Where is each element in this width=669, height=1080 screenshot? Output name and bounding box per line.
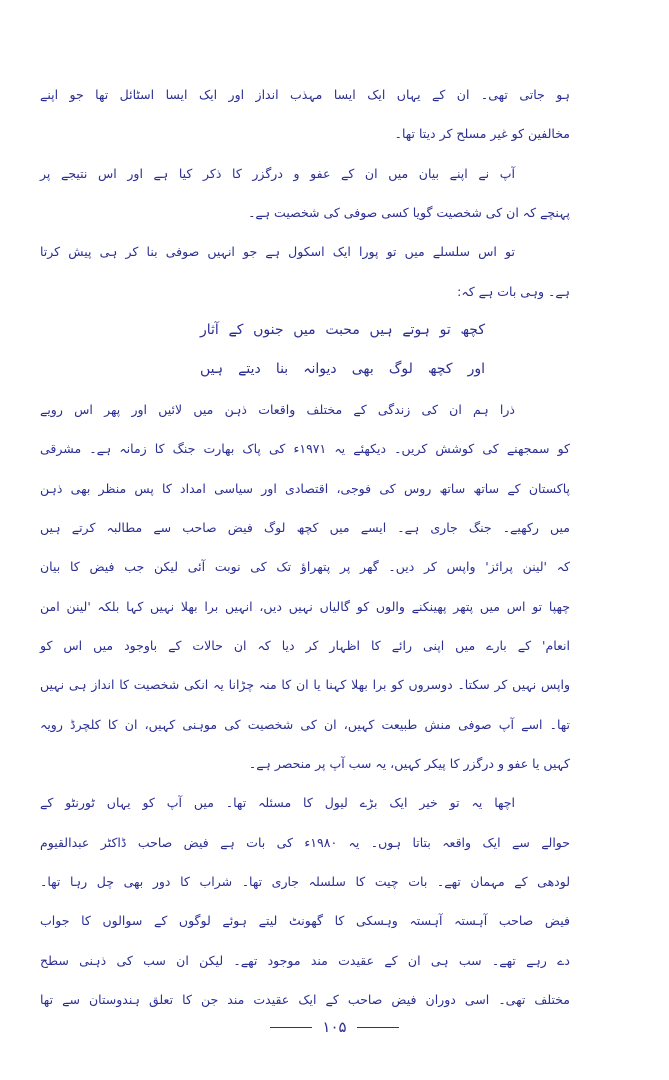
text-line: چھپا تو اس میں پتھر پھینکنے والوں کو گالیاں نہیں دیں، انہیں برا بھلا نہیں کہا بلکہ 'لینن امن — [40, 598, 570, 614]
page-number — [0, 1018, 669, 1036]
page-number-text: ۱۰۵ — [322, 1018, 347, 1036]
text-line: مخالفین کو غیر مسلح کر دیتا تھا۔ — [394, 126, 570, 142]
text-line: لودھی کے مہمان تھے۔ بات چیت کا سلسلہ جاری تھا۔ شراب کا دور بھی چل رہا تھا۔ — [40, 874, 570, 889]
text-line: حوالے سے ایک واقعہ بتاتا ہوں۔ یہ ۱۹۸۰ء کی بات ہے فیض صاحب ڈاکٹر عبدالقیوم — [40, 834, 570, 850]
text-line: کہ 'لینن پرائز' واپس کر دیں۔ گھر پر پتھراؤ تک کی نوبت آئی لیکن جب فیض کا بیان — [40, 559, 570, 575]
text-line: انعام' کے بارے میں اپنی رائے کا اظہار کر دیا کہ ان حالات کے باوجود میں اس کو — [40, 637, 570, 653]
text-line: فیض صاحب آہستہ آہستہ وہسکی کا گھونٹ لیتے ہوئے لوگوں کے سوالوں کا جواب — [40, 913, 570, 929]
text-line: آپ نے اپنے بیان میں ان کے عفو و درگزر کا ذکر کیا ہے اور اس نتیجے پر — [40, 165, 515, 181]
text-line: تھا۔ اسے آپ صوفی منش طبیعت کہیں، ان کی شخصیت کی موہنی کہیں، ان کا کلچرڈ رویہ — [40, 716, 570, 732]
text-line: دے رہے تھے۔ سب ہی ان کے عقیدت مند موجود تھے۔ لیکن ان سب کی ذہنی سطح — [40, 952, 570, 968]
text-line: ذرا ہم ان کی زندگی کے مختلف واقعات ذہن میں لائیں اور پھر اس رویے — [40, 401, 515, 417]
text-line: کہیں یا عفو و درگزر کا پیکر کہیں، یہ سب آپ پر منحصر ہے۔ — [248, 755, 570, 771]
page-number-dash-left — [270, 1027, 312, 1028]
text-line: اچھا یہ تو خیر ایک بڑے لیول کا مسئلہ تھا۔ میں آپ کو یہاں ٹورنٹو کے — [40, 795, 515, 811]
text-line: مختلف تھی۔ اسی دوران فیض صاحب کے ایک عقیدت مند جن کا تعلق ہندوستان سے تھا — [40, 992, 570, 1008]
text-line: ہے۔ وہی بات ہے کہ: — [457, 283, 570, 299]
verse-line: کچھ تو ہوتے ہیں محبت میں جنوں کے آثار — [200, 322, 485, 339]
text-line: ہو جاتی تھی۔ ان کے یہاں ایک ایسا مہذب انداز اور ایک ایسا اسٹائل تھا جو اپنے — [40, 87, 570, 102]
text-line: میں رکھیے۔ جنگ جاری ہے۔ ایسے میں کچھ لوگ فیض صاحب سے مطالبہ کرتے ہیں — [40, 519, 570, 535]
text-line: کو سمجھنے کی کوشش کریں۔ دیکھئے یہ ۱۹۷۱ء کی پاک بھارت جنگ کا زمانہ ہے۔ مشرقی — [40, 441, 570, 457]
text-line: تو اس سلسلے میں تو پورا ایک اسکول ہے جو انہیں صوفی بنا کر ہی پیش کرتا — [40, 244, 515, 260]
page-number-dash-right — [357, 1027, 399, 1028]
text-line: پہنچے کہ ان کی شخصیت گویا کسی صوفی کی شخصیت ہے۔ — [248, 205, 570, 221]
text-line: واپس نہیں کر سکتا۔ دوسروں کو برا بھلا کہنا یا ان کا منہ چڑانا یہ انکی شخصیت کا انداز ہی نہیں — [40, 677, 570, 693]
verse-line: اور کچھ لوگ بھی دیوانہ بنا دیتے ہیں — [200, 361, 485, 378]
text-line: پاکستان کے ساتھ ساتھ روس کی فوجی، اقتصادی اور سیاسی امداد کا پس منظر بھی ذہن — [40, 480, 570, 496]
